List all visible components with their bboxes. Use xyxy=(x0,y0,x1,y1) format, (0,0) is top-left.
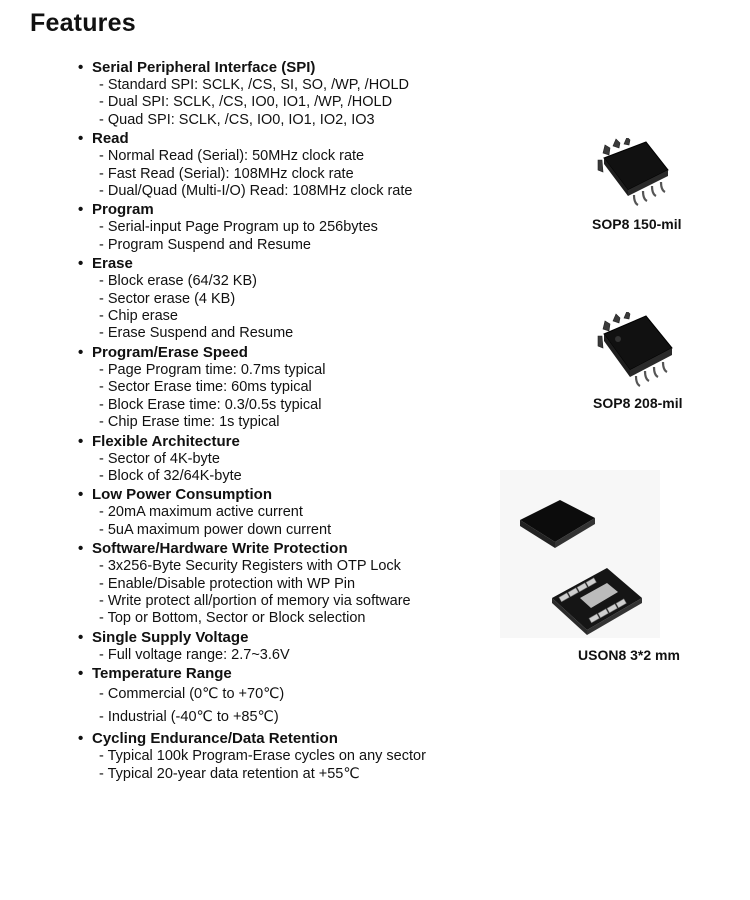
bullet-icon: • xyxy=(78,201,84,219)
feature-detail: - Block of 32/64K-byte xyxy=(99,467,242,484)
bullet-icon: • xyxy=(78,432,84,450)
feature-section xyxy=(78,129,548,200)
feature-section xyxy=(78,432,548,486)
feature-detail: - Sector of 4K-byte xyxy=(99,450,220,467)
bullet-icon: • xyxy=(78,730,84,748)
feature-detail: - Full voltage range: 2.7~3.6V xyxy=(99,646,290,663)
feature-section xyxy=(78,485,548,539)
feature-detail: - Quad SPI: SCLK, /CS, IO0, IO1, IO2, IO3 xyxy=(99,111,375,128)
feature-detail: - Block Erase time: 0.3/0.5s typical xyxy=(99,396,322,413)
feature-title xyxy=(78,729,548,748)
feature-title xyxy=(78,200,548,219)
feature-section xyxy=(78,628,548,664)
feature-detail: - Enable/Disable protection with WP Pin xyxy=(99,575,356,592)
page-title: Features xyxy=(30,9,136,37)
bullet-icon: • xyxy=(78,665,84,683)
feature-detail: - Typical 100k Program-Erase cycles on any sector xyxy=(99,748,426,765)
feature-title-text: Program/Erase Speed xyxy=(92,343,248,361)
feature-detail: - Page Program time: 0.7ms typical xyxy=(99,361,326,378)
feature-title-text: Read xyxy=(92,130,129,148)
feature-detail: - Write protect all/portion of memory via software xyxy=(99,592,411,609)
feature-title-text: Cycling Endurance/Data Retention xyxy=(92,730,338,748)
package-label: SOP8 208-mil xyxy=(593,395,683,411)
feature-section xyxy=(78,343,548,432)
feature-detail: - Block erase (64/32 KB) xyxy=(99,273,257,290)
feature-title-text: Low Power Consumption xyxy=(92,486,272,504)
feature-section xyxy=(78,200,548,254)
feature-detail: - Typical 20-year data retention at +55℃ xyxy=(99,765,360,782)
feature-detail: - Standard SPI: SCLK, /CS, SI, SO, /WP, /HOLD xyxy=(99,77,409,93)
feature-detail: - Erase Suspend and Resume xyxy=(99,325,294,342)
bullet-icon: • xyxy=(78,628,84,646)
feature-title xyxy=(78,254,548,273)
feature-title-text: Single Supply Voltage xyxy=(92,628,249,646)
feature-detail: - Chip erase xyxy=(99,308,178,325)
package-label: USON8 3*2 mm xyxy=(578,647,680,663)
sop8-208-chip-icon xyxy=(596,312,686,393)
bullet-icon: • xyxy=(78,540,84,558)
feature-section xyxy=(78,539,548,628)
bullet-icon: • xyxy=(78,59,84,76)
feature-section xyxy=(78,58,548,129)
feature-title xyxy=(78,58,548,77)
bullet-icon: • xyxy=(78,343,84,361)
feature-title xyxy=(78,129,548,148)
feature-detail: - Chip Erase time: 1s typical xyxy=(99,414,280,431)
feature-detail: - Dual/Quad (Multi-I/O) Read: 108MHz clock rate xyxy=(99,183,413,200)
feature-detail: - Industrial (-40℃ to +85℃) xyxy=(99,709,279,726)
feature-detail: - 5uA maximum power down current xyxy=(99,521,332,538)
feature-title-text: Program xyxy=(92,201,154,219)
feature-list xyxy=(78,58,548,783)
feature-detail: - 3x256-Byte Security Registers with OTP Lock xyxy=(99,558,401,575)
feature-title xyxy=(78,432,548,451)
feature-detail: - Program Suspend and Resume xyxy=(99,236,311,253)
feature-title-text: Software/Hardware Write Protection xyxy=(92,540,348,558)
feature-section xyxy=(78,664,548,729)
feature-title-text: Erase xyxy=(92,255,133,273)
feature-title xyxy=(78,628,548,647)
feature-title-text: Flexible Architecture xyxy=(92,432,240,450)
feature-title xyxy=(78,485,548,504)
feature-title xyxy=(78,539,548,558)
feature-detail: - Fast Read (Serial): 108MHz clock rate xyxy=(99,165,354,182)
feature-detail: - Normal Read (Serial): 50MHz clock rate xyxy=(99,148,365,165)
feature-detail: - Commercial (0℃ to +70℃) xyxy=(99,686,285,703)
feature-detail: - 20mA maximum active current xyxy=(99,504,303,521)
feature-detail: - Sector erase (4 KB) xyxy=(99,290,236,307)
package-label: SOP8 150-mil xyxy=(592,216,682,232)
feature-detail: - Dual SPI: SCLK, /CS, IO0, IO1, /WP, /HOLD xyxy=(99,94,393,111)
feature-title-text: Temperature Range xyxy=(92,665,232,683)
uson8-chip-icon xyxy=(500,470,660,638)
sop8-150-chip-icon xyxy=(596,138,686,213)
feature-title-text: Serial Peripheral Interface (SPI) xyxy=(92,59,316,76)
feature-detail: - Sector Erase time: 60ms typical xyxy=(99,379,312,396)
bullet-icon: • xyxy=(78,130,84,148)
feature-detail: - Serial-input Page Program up to 256bytes xyxy=(99,219,378,236)
feature-detail: - Top or Bottom, Sector or Block selection xyxy=(99,610,366,627)
feature-title xyxy=(78,664,548,683)
bullet-icon: • xyxy=(78,255,84,273)
feature-title xyxy=(78,343,548,362)
bullet-icon: • xyxy=(78,486,84,504)
feature-section xyxy=(78,729,548,783)
feature-section xyxy=(78,254,548,343)
